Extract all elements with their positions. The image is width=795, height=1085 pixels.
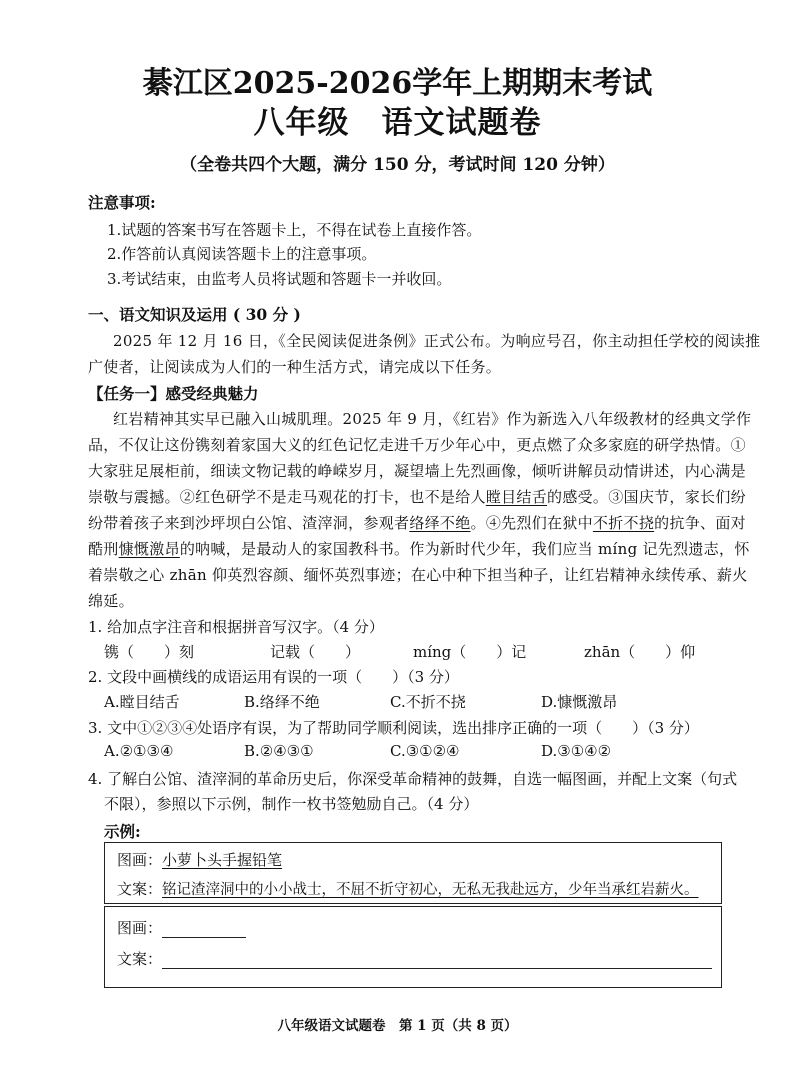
notice-item: 2.作答前认真阅读答题卡上的注意事项。	[107, 245, 377, 263]
passage-text: 的呐喊，是最动人的家国教科书。作为新时代少年，我们应当 míng 记先烈遗志，怀	[179, 540, 750, 558]
example-text-row	[117, 878, 699, 899]
q2-option-c: C.不折不挠	[390, 693, 466, 711]
example-picture-value: 小萝卜头手握铅笔	[162, 851, 283, 869]
idiom-underlined: 瞠目结舌	[485, 488, 548, 506]
page-footer: 八年级语文试题卷 第 1 页（共 8 页）	[277, 1018, 518, 1034]
q3-option-d: D.③①④②	[541, 742, 612, 760]
q2-option-b: B.络绎不绝	[244, 693, 320, 711]
q3-option-c: C.③①②④	[390, 742, 460, 760]
question-stem: 4. 了解白公馆、渣滓洞的革命历史后，你深受革命精神的鼓舞，自选一幅图画，并配上文案（句式	[88, 770, 738, 788]
intro-line: 2025 年 12 月 16 日，《全民阅读促进条例》正式公布。为响应号召，你主动担任学校的阅读推	[113, 332, 761, 350]
passage-text: 崇敬与震撼。②红色研学不是走马观花的打卡，也不是给人	[88, 488, 486, 506]
example-picture-label: 图画：	[117, 851, 163, 869]
answer-picture-row	[117, 917, 246, 938]
notice-item: 1.试题的答案书写在答题卡上，不得在试卷上直接作答。	[107, 221, 482, 239]
example-text-value: 铭记渣滓洞中的小小战士，不屈不折守初心，无私无我赴远方，少年当承红岩薪火。	[162, 882, 699, 898]
passage-text: 酷刑	[88, 540, 119, 558]
passage-text: 纷带着孩子来到沙坪坝白公馆、渣滓洞，参观者	[88, 514, 410, 532]
passage-line: 品，不仅让这份镌刻着家国大义的红色记忆走进千万少年心中，更点燃了众多家庭的研学热情。①	[88, 436, 746, 454]
passage-line: 着崇敬之心 zhān 仰英烈容颜、缅怀英烈事迹；在心中种下担当种子，让红岩精神永续传承、薪火	[88, 566, 748, 584]
exam-title: 綦江区2025-2026学年上期期末考试	[142, 66, 653, 101]
example-label: 示例:	[104, 822, 141, 841]
exam-info: （全卷共四个大题，满分 150 分，考试时间 120 分钟）	[180, 155, 615, 175]
q2-option-d: D.慷慨激昂	[541, 693, 618, 711]
passage-text: 。④先烈们在狱中	[470, 514, 593, 532]
q1-item-a: 镌（ ）刻	[104, 643, 195, 661]
question-stem-continued: 不限），参照以下示例，制作一枚书签勉励自己。（4 分）	[104, 795, 479, 813]
notice-heading: 注意事项:	[88, 193, 156, 212]
passage-line	[88, 512, 746, 533]
notice-item: 3.考试结束，由监考人员将试题和答题卡一并收回。	[107, 270, 452, 288]
q1-item-d: zhān（ ）仰	[584, 643, 696, 661]
example-picture-row	[117, 849, 282, 870]
question-stem: 2. 文段中画横线的成语运用有误的一项（ ）（3 分）	[88, 668, 459, 686]
q3-option-b: B.②④③①	[244, 742, 314, 760]
intro-line: 广使者，让阅读成为人们的一种生活方式，请完成以下任务。	[88, 358, 502, 376]
q1-item-b: 记载（ ）	[270, 643, 361, 661]
passage-text: 的抗争、面对	[654, 514, 746, 532]
question-stem: 3. 文中①②③④处语序有误，为了帮助同学顺利阅读，选出排序正确的一项（ ）（3 分）	[88, 719, 699, 737]
passage-line: 红岩精神其实早已融入山城肌理。2025 年 9 月，《红岩》作为新选入八年级教材的经典文学作	[113, 410, 752, 428]
exam-subject-title: 八年级 语文试题卷	[253, 105, 542, 141]
task-heading: 【任务一】感受经典魅力	[88, 384, 259, 403]
idiom-underlined: 不折不挠	[592, 514, 655, 532]
passage-line	[88, 486, 746, 507]
question-stem: 1. 给加点字注音和根据拼音写汉字。（4 分）	[88, 618, 384, 636]
section-heading: 一、语文知识及运用 ( 30 分 )	[88, 305, 301, 324]
answer-text-label: 文案：	[117, 950, 163, 968]
passage-text: 的感受。③国庆节，家长们纷	[547, 488, 746, 506]
idiom-underlined: 络绎不绝	[409, 514, 471, 532]
passage-line	[88, 538, 750, 559]
answer-picture-label: 图画：	[117, 919, 163, 937]
passage-line: 绵延。	[88, 592, 134, 610]
q3-option-a: A.②①③④	[104, 742, 174, 760]
answer-picture-blank[interactable]	[162, 921, 246, 938]
example-text-label: 文案：	[117, 880, 163, 898]
answer-text-blank[interactable]	[162, 952, 712, 969]
passage-line: 大家驻足展柜前，细读文物记载的峥嵘岁月，凝望墙上先烈画像，倾听讲解员动情讲述，内心满是	[88, 462, 746, 480]
q2-option-a: A.瞠目结舌	[104, 693, 180, 711]
q1-item-c: míng（ ）记	[413, 643, 527, 661]
idiom-underlined: 慷慨激昂	[118, 540, 180, 558]
answer-text-row	[117, 948, 712, 969]
